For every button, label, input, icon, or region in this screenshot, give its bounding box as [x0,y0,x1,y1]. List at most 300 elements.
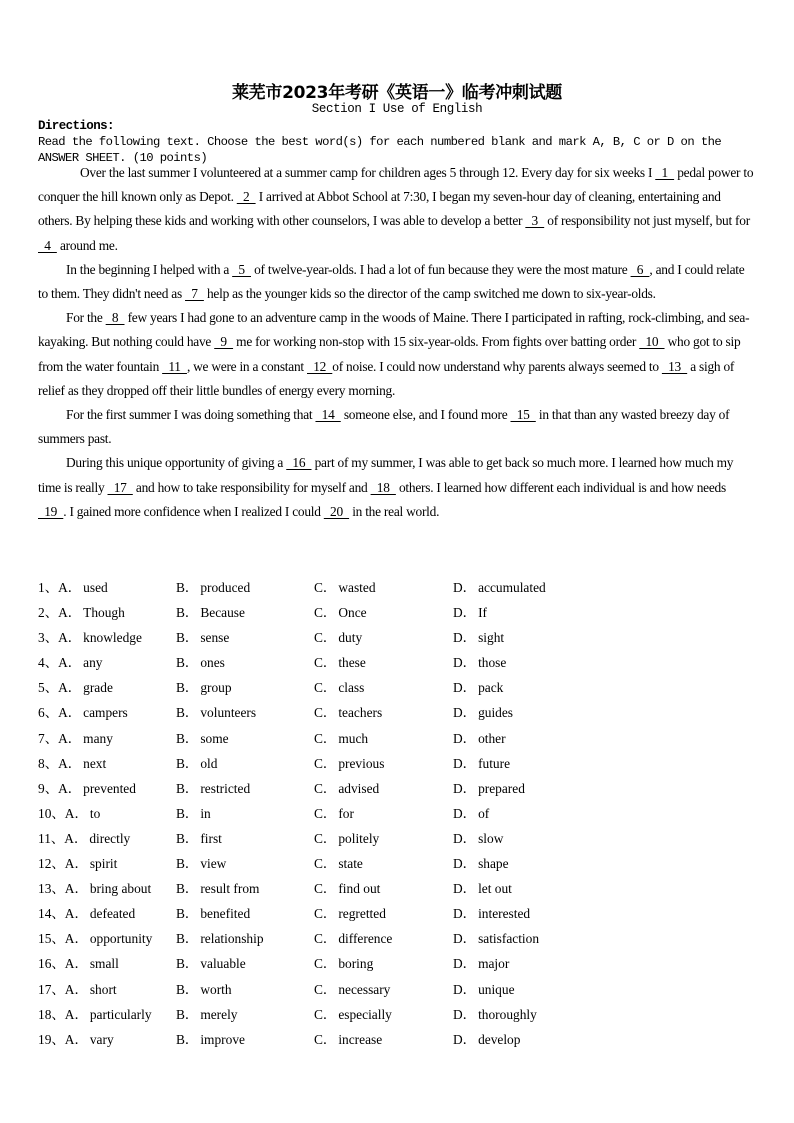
passage-text: in that than any wasted breezy day of summers past. [38,407,730,447]
option-b [176,1004,238,1023]
blank-14: 14 [315,407,341,423]
option-d [453,728,506,747]
passage-text: of responsibility not just myself, but for [544,213,750,229]
option-d-label: D． [453,931,477,947]
option-b-label: B． [176,1031,199,1047]
option-d [453,577,546,596]
question-number: 7、A． [38,730,82,746]
option-a-text: knowledge [83,630,142,646]
option-b-label: B． [176,956,199,972]
question-number: 5、A． [38,680,82,696]
option-a [38,1004,152,1023]
question-row [38,850,758,875]
passage-text: pedal power to conquer the hill known only as Depot. [38,165,754,205]
option-c [314,1004,392,1023]
passage-text: help as the younger kids so the director of the camp switched me down to six-year-olds. [203,286,656,302]
option-a [38,602,125,621]
option-c [314,702,382,721]
question-number: 9、A． [38,780,82,796]
option-d-label: D． [453,906,477,922]
option-d [453,677,503,696]
option-d-label: D． [453,580,477,595]
option-d [453,979,515,998]
blank-18: 18 [370,479,396,495]
option-b [176,753,217,772]
option-b [176,803,211,822]
option-a [38,878,151,897]
option-b-label: B． [176,931,199,947]
passage-text: around me. [56,237,118,253]
option-b-text: sense [200,630,230,646]
option-a-text: used [83,580,108,595]
blank-5: 5 [232,261,251,277]
option-c-text: boring [338,956,374,972]
option-b-label: B． [176,780,199,796]
blank-13: 13 [661,358,688,374]
option-c-text: politely [338,830,380,846]
option-b-label: B． [176,906,199,922]
passage-paragraph-1 [38,161,754,258]
blank-16: 16 [286,455,312,471]
option-d-text: let out [478,881,512,897]
question-row [38,599,758,624]
option-d-label: D． [453,780,477,796]
option-a [38,828,130,847]
option-c [314,627,362,646]
question-row [38,674,758,699]
option-c [314,979,390,998]
passage-text: few years I had gone to an adventure camp in the woods of Maine. There I participated in rafting, rock-climbing, and sea-kayaking. But nothing could have [38,310,750,350]
question-number: 14、A． [38,906,88,922]
passage-text: someone else, and I found more [340,407,511,423]
option-d-text: interested [478,906,531,922]
option-d [453,878,512,897]
option-c-label: C． [314,680,337,696]
option-d-text: sight [478,630,505,646]
option-d-label: D． [453,1006,477,1022]
question-row [38,750,758,775]
passage-text: I arrived at Abbot School at 7:30, I began my seven-hour day of cleaning, entertaining and others. By helping these kids and working with other counselors, I was able to develop a better [38,189,721,229]
option-b-label: B． [176,1006,199,1022]
option-d-text: satisfaction [478,931,540,947]
option-c-text: teachers [338,705,383,721]
option-b [176,928,264,947]
option-a-text: spirit [89,856,118,872]
option-a-text: grade [83,680,113,696]
passage-text: of noise. I could now understand why parents always seemed to [332,358,662,374]
option-d-label: D． [453,705,477,721]
option-a [38,979,117,998]
option-a [38,1029,114,1048]
question-number: 1、A． [38,580,82,595]
option-c-label: C． [314,881,337,897]
option-c-label: C． [314,780,337,796]
question-number: 16、A． [38,956,88,972]
option-c-text: previous [338,755,385,771]
passage-text: During this unique opportunity of giving a [66,455,287,471]
question-row [38,875,758,900]
option-a-text: many [83,730,113,746]
option-a-text: particularly [89,1006,152,1022]
option-d-text: If [478,605,487,621]
question-number: 12、A． [38,856,88,872]
answer-options-list [38,574,758,1051]
option-c [314,728,368,747]
option-d-label: D． [453,830,477,846]
option-b [176,853,226,872]
option-b-label: B． [176,755,199,771]
option-b-label: B． [176,981,199,997]
blank-15: 15 [510,407,536,423]
option-c-label: C． [314,931,337,947]
option-d-text: thoroughly [478,1006,537,1022]
option-b [176,602,245,621]
option-d-label: D． [453,1031,477,1047]
question-number: 18、A． [38,1006,88,1022]
option-c-label: C． [314,730,337,746]
option-c-text: increase [338,1031,383,1047]
passage-text: . I gained more confidence when I realized I could [63,503,324,519]
blank-9: 9 [214,334,234,350]
option-a-text: next [83,755,107,771]
question-row [38,699,758,724]
option-c-text: state [338,856,363,872]
question-number: 19、A． [38,1031,88,1047]
passage-paragraph-5 [38,451,754,524]
option-a-text: prevented [83,780,136,796]
question-row [38,775,758,800]
option-a [38,702,128,721]
option-c [314,778,379,797]
option-d-text: slow [478,830,504,846]
option-d [453,1029,520,1048]
question-number: 8、A． [38,755,82,771]
option-b [176,1029,245,1048]
option-d-text: other [478,730,506,746]
option-c-label: C． [314,705,337,721]
option-c-label: C． [314,956,337,972]
option-b [176,652,225,671]
option-d [453,652,506,671]
option-b-text: view [200,856,227,872]
option-d [453,853,509,872]
option-b-text: produced [200,580,251,595]
blank-17: 17 [107,479,133,495]
blank-10: 10 [639,334,665,350]
option-c-label: C． [314,856,337,872]
option-b-text: old [200,755,218,771]
option-b-label: B． [176,630,199,646]
option-c-text: these [338,655,366,671]
option-d-text: unique [478,981,515,997]
option-c-label: C． [314,830,337,846]
option-a [38,803,100,822]
passage-text: who got to sip from the water fountain [38,334,741,374]
option-c [314,928,392,947]
option-c-text: duty [338,630,363,646]
option-b-label: B． [176,856,199,872]
option-d-text: accumulated [478,580,546,595]
option-c-label: C． [314,805,337,821]
passage-text: in the real world. [349,503,440,519]
option-b-text: Because [200,605,245,621]
passage-text: , we were in a constant [186,358,307,374]
question-row [38,649,758,674]
question-row [38,1026,758,1051]
passage-text: part of my summer, I was able to get back so much more. I learned how much my time is really [38,455,734,495]
option-d-label: D． [453,805,477,821]
option-d [453,753,510,772]
option-d-label: D． [453,680,477,696]
question-row [38,925,758,950]
question-number: 4、A． [38,655,82,671]
option-c-label: C． [314,981,337,997]
option-c-label: C． [314,755,337,771]
blank-19: 19 [38,503,64,519]
question-row [38,624,758,649]
option-d-text: shape [478,856,509,872]
option-c-label: C． [314,580,337,595]
option-d [453,702,513,721]
option-b-label: B． [176,830,199,846]
passage-text: and how to take responsibility for myself and [132,479,371,495]
option-c-label: C． [314,655,337,671]
option-d-label: D． [453,956,477,972]
option-a [38,953,119,972]
option-c-text: find out [338,881,381,897]
option-c-label: C． [314,906,337,922]
question-number: 2、A． [38,605,82,621]
option-c-text: wasted [338,580,376,595]
option-d [453,602,487,621]
option-c [314,878,380,897]
option-d-text: future [478,755,511,771]
option-a-text: campers [83,705,128,721]
option-c [314,602,367,621]
question-row [38,825,758,850]
option-b-label: B． [176,705,199,721]
option-a-text: vary [89,1031,114,1047]
option-b-label: B． [176,580,199,595]
cloze-passage [38,161,754,524]
option-a [38,652,103,671]
option-b-text: group [200,680,232,696]
option-a-text: any [83,655,103,671]
option-b-label: B． [176,805,199,821]
option-d [453,778,525,797]
option-b [176,728,229,747]
blank-6: 6 [630,261,650,277]
blank-4: 4 [38,237,57,253]
option-b-text: first [200,830,222,846]
option-b [176,878,259,897]
passage-text: me for working non-stop with 15 six-year-olds. From fights over batting order [233,334,640,350]
passage-text: others. I learned how different each individual is and how needs [395,479,726,495]
option-d [453,803,489,822]
option-c-text: for [338,805,354,821]
option-b [176,903,250,922]
question-row [38,976,758,1001]
page-title: 莱芜市2023年考研《英语一》临考冲刺试题 [231,83,562,103]
blank-2: 2 [236,189,256,205]
option-b-text: restricted [200,780,251,796]
option-a-text: small [89,956,119,972]
option-a-text: directly [89,830,131,846]
option-a [38,778,136,797]
option-c [314,803,354,822]
option-d [453,1004,537,1023]
question-number: 17、A． [38,981,88,997]
option-b-label: B． [176,881,199,897]
option-b-label: B． [176,655,199,671]
option-c [314,652,366,671]
option-a-text: defeated [89,906,136,922]
passage-text: a sigh of relief as they dropped off their little bundles of energy every morning. [38,358,735,398]
option-c [314,1029,382,1048]
option-a [38,677,113,696]
option-c-text: advised [338,780,380,796]
option-d [453,828,503,847]
passage-text: of twelve-year-olds. I had a lot of fun because they were the most mature [251,261,631,277]
question-number: 15、A． [38,931,88,947]
passage-text: , and I could relate to them. They didn't need as [38,261,745,302]
option-c [314,953,373,972]
option-a [38,928,152,947]
option-d-label: D． [453,856,477,872]
blank-7: 7 [185,286,204,302]
option-a-text: opportunity [89,931,153,947]
option-a [38,627,142,646]
option-a-text: short [89,981,117,997]
option-c-label: C． [314,630,337,646]
option-a [38,753,106,772]
option-b-text: result from [200,881,260,897]
question-row [38,800,758,825]
option-b-label: B． [176,730,199,746]
option-b-text: in [200,805,211,821]
option-c-text: difference [338,931,393,947]
option-b-text: volunteers [200,705,257,721]
option-d-label: D． [453,755,477,771]
option-b [176,953,246,972]
option-d-text: major [478,956,510,972]
option-a [38,853,117,872]
option-a-text: to [89,805,101,821]
option-b [176,828,222,847]
option-b-text: benefited [200,906,251,922]
option-d [453,953,509,972]
option-d [453,903,530,922]
option-c-text: much [338,730,369,746]
option-b [176,577,250,596]
question-number: 6、A． [38,705,82,721]
option-d-label: D． [453,881,477,897]
option-b [176,778,250,797]
directions-label: Directions: [38,119,114,133]
option-d [453,928,539,947]
option-d-text: develop [478,1031,521,1047]
question-number: 3、A． [38,630,82,646]
option-b [176,627,229,646]
option-c [314,577,376,596]
option-c-text: class [338,680,365,696]
blank-1: 1 [655,165,675,180]
option-b-text: merely [200,1006,238,1022]
option-d-text: of [478,805,490,821]
blank-3: 3 [525,213,545,229]
option-b-text: some [200,730,229,746]
passage-text: For the [66,310,106,326]
option-b-label: B． [176,605,199,621]
option-c [314,853,363,872]
blank-20: 20 [323,503,350,519]
option-c-text: especially [338,1006,392,1022]
question-number: 10、A． [38,805,88,821]
option-a [38,903,135,922]
option-d [453,627,504,646]
option-a-text: bring about [89,881,152,897]
option-d-label: D． [453,655,477,671]
option-d-label: D． [453,630,477,646]
option-c-label: C． [314,605,337,621]
passage-text: For the first summer I was doing something that [66,407,316,423]
option-d-label: D． [453,730,477,746]
question-number: 11、A． [38,830,88,846]
option-c-text: necessary [338,981,391,997]
passage-paragraph-3 [38,306,754,403]
question-row [38,950,758,975]
question-row [38,725,758,750]
option-a [38,577,108,596]
passage-paragraph-2 [38,258,754,306]
option-b-label: B． [176,680,199,696]
option-c-label: C． [314,1031,337,1047]
option-b-text: improve [200,1031,245,1047]
option-c [314,677,364,696]
question-number: 13、A． [38,881,88,897]
option-a-text: Though [83,605,125,621]
option-b-text: ones [200,655,225,671]
section-subtitle: Section I Use of English [311,102,483,116]
blank-11: 11 [162,358,187,374]
option-d-label: D． [453,605,477,621]
passage-paragraph-4 [38,403,754,451]
option-c-label: C． [314,1006,337,1022]
option-b-text: valuable [200,956,246,972]
option-b [176,702,256,721]
option-d-text: pack [478,680,504,696]
blank-12: 12 [307,358,333,374]
question-row [38,574,758,599]
option-c-text: Once [338,605,367,621]
option-d-text: those [478,655,507,671]
option-b [176,677,232,696]
option-c [314,753,384,772]
passage-text: Over the last summer I volunteered at a summer camp for children ages 5 through 12. Every day for six weeks I [80,165,656,180]
passage-text: In the beginning I helped with a [66,261,233,277]
option-b-text: worth [200,981,232,997]
question-row [38,900,758,925]
option-c-text: regretted [338,906,386,922]
option-d-text: prepared [478,780,525,796]
directions-text: Read the following text. Choose the best word(s) for each numbered blank and mark A, B, C or D on the ANSWER SHEET. (10 points) [38,135,722,165]
option-d-text: guides [478,705,514,721]
option-c [314,828,379,847]
option-c [314,903,386,922]
option-a [38,728,113,747]
option-b-text: relationship [200,931,264,947]
option-d-label: D． [453,981,477,997]
